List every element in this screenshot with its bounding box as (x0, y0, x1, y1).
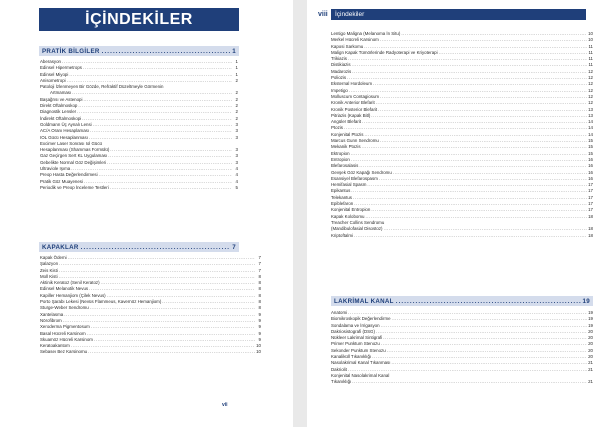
toc-entry-page: 20 (588, 328, 593, 334)
toc-list-kapaklar (40, 255, 261, 356)
toc-entry-page: 7 (258, 267, 261, 273)
toc-list-pratik-bilgiler (40, 59, 238, 191)
toc-entry-text: Direkt Oftalmoskop (40, 103, 78, 109)
toc-entry-text: Mekanik Ptozis (331, 144, 361, 150)
toc-entry-text: Esansiyel Blefarospasm (331, 175, 378, 181)
toc-entry-text: Xantelasma (40, 311, 64, 317)
toc-list-lakrimal-kanal (331, 310, 593, 386)
toc-entry-text: Angüler Blefarit (331, 119, 362, 125)
toc-entry-page: 3 (235, 128, 238, 134)
toc-entry-page: 11 (588, 49, 593, 55)
toc-entry-text: Kapiller Hemanjiom (Çilek Nevus) (40, 292, 106, 298)
toc-entry-text: Konjenital Entropion (331, 207, 371, 213)
toc-list-kapaklar-continued (331, 31, 593, 239)
toc-entry-page: 8 (258, 273, 261, 279)
toc-entry-page: 17 (588, 207, 593, 213)
toc-entry-page: 8 (258, 305, 261, 311)
toc-entry-page: 3 (235, 134, 238, 140)
toc-entry-text: Gebelikte Normal Göz Değişimleri (40, 159, 107, 165)
toc-entry-page: 21 (588, 360, 593, 366)
toc-entry-text: Ptozis (331, 125, 343, 131)
toc-entry-page: 14 (588, 131, 593, 137)
toc-entry-text: Moll Kisti (40, 273, 58, 279)
toc-entry-text: Aktinik Keratoz (Senil Keratoz) (40, 280, 100, 286)
toc-entry-text: Madarozis (331, 68, 352, 74)
toc-entry-text: Anisometropi (40, 77, 66, 83)
toc-entry-page: 12 (588, 81, 593, 87)
section-page: 7 (232, 243, 236, 251)
toc-entry-text: AC/A Oranı Hesaplaması (40, 128, 90, 134)
section-header-kapaklar (39, 242, 239, 252)
toc-entry-page: 1 (235, 71, 238, 77)
toc-entry-text: Kapak Ödemi (40, 255, 67, 260)
toc-entry-page: 11 (588, 43, 593, 49)
toc-entry-page: 10 (256, 343, 261, 349)
contents-title: İÇİNDEKİLER (39, 8, 239, 31)
toc-entry-page: 21 (588, 379, 593, 385)
toc-entry-text: Kronik Posterior Blefarit (331, 106, 378, 112)
toc-entry-page: 17 (588, 182, 593, 188)
toc-entry-page: 8 (258, 292, 261, 298)
toc-entry-page: 4 (235, 166, 238, 172)
toc-entry-text: Primer Punktum Stenozu (331, 341, 380, 347)
toc-entry-text: Lentigo Maligna (Melanoma İn Situ) (331, 31, 401, 36)
toc-entry-page: 19 (588, 322, 593, 328)
toc-entry-page: 2 (235, 77, 238, 83)
toc-entry-page: 14 (588, 119, 593, 125)
toc-entry-text: Malign Kapak Tümörlerinde Radyoterapi ve Kriyoterapi (331, 49, 438, 55)
toc-entry-page: 20 (588, 347, 593, 353)
toc-entry-page: 2 (235, 109, 238, 115)
toc-entry-text: Dakriolit (331, 366, 347, 372)
toc-entry-text: Sturge-Weber Sendromu (40, 305, 89, 311)
toc-entry-text: Tıkanıklığı (331, 379, 352, 385)
toc-entry-page: 4 (235, 172, 238, 178)
toc-entry-text: Entropion (331, 156, 350, 162)
toc-entry-text: Anatomi (331, 310, 348, 315)
toc-entry-page: 11 (588, 62, 593, 68)
toc-entry-page: 20 (588, 354, 593, 360)
toc-entry-text: İndirekt Oftalmoskopi (40, 115, 82, 121)
dot-leader (354, 233, 587, 239)
toc-entry-page: 14 (588, 125, 593, 131)
toc-entry-text: Konjenital Nasolakrimal Kanal (331, 372, 390, 378)
toc-entry-text: Nükleer Lakrimal Sintigrafi (331, 335, 383, 341)
toc-entry-text: Keratoakantom (40, 343, 70, 349)
toc-entry-text: Dakriosistografi (DSG) (331, 328, 375, 334)
toc-entry-page: 2 (235, 90, 238, 96)
toc-entry-text: Edinsel Miyopi (40, 71, 69, 77)
dot-leader (365, 214, 587, 220)
toc-entry-page: 20 (588, 341, 593, 347)
dot-leader (89, 135, 232, 141)
toc-entry-text: Patoloji İzlenmeyen Bir Gözde, Refraktif Düzeltmeyle Görmenin (40, 84, 164, 90)
toc-entry-page: 8 (258, 280, 261, 286)
toc-entry-page: 9 (258, 330, 261, 336)
toc-entry-text: Preop Hasta Değerlendirmesi (40, 172, 98, 178)
toc-entry-text: Kriptoftalmi (331, 232, 353, 238)
toc-entry-page: 12 (588, 68, 593, 74)
toc-entry-text: Eksternal Hordoleum (331, 81, 372, 87)
toc-entry-page: 2 (235, 96, 238, 102)
toc-entry-text: Goldmann Üç Aynalı Lensi (40, 121, 92, 127)
toc-entry-text: Gevşek Göz Kapağı Sendromu (331, 169, 392, 175)
left-page (0, 0, 293, 427)
toc-entry-text: Pitriazis (Kapak Bitl) (331, 112, 371, 118)
toc-entry-text: Treacher Collins Sendromu (331, 219, 385, 225)
toc-entry-page: 12 (588, 100, 593, 106)
toc-entry-text: Periodik ve Preop İnceleme Testleri (40, 184, 109, 190)
toc-entry-text: Ektropion (331, 150, 350, 156)
toc-entry-page: 16 (588, 163, 593, 169)
page-number-roman: viii (318, 11, 328, 18)
toc-entry-text: Basal Hücreli Karsinom (40, 330, 86, 336)
toc-entry-text: Zeis Kisti (40, 267, 58, 273)
toc-entry-page: 10 (256, 349, 261, 355)
right-page (307, 0, 600, 427)
toc-entry-text: Edinsel Hipermetrops (40, 65, 82, 71)
toc-entry-page: 21 (588, 366, 593, 372)
toc-entry-page: 8 (258, 286, 261, 292)
dot-leader (88, 349, 255, 355)
toc-entry-text: Marcus Gunn Sendromu (331, 138, 379, 144)
toc-entry-page: 17 (588, 194, 593, 200)
toc-entry-text: Kronik Anterior Blefarit (331, 100, 375, 106)
toc-entry[interactable] (40, 349, 261, 355)
toc-entry-text: Excimer Laser Sonrası Iol Gücü (40, 140, 102, 146)
toc-entry-text: Molluscum Contagiosum (331, 93, 380, 99)
toc-entry-text: Poliozis (331, 75, 347, 81)
toc-entry-page: 12 (588, 87, 593, 93)
toc-entry-text: Nasolakrimal Kanal Tıkanması (331, 360, 391, 366)
toc-entry-text: Impetigo (331, 87, 348, 93)
toc-entry-text: Edinsel Melanotik Nevus (40, 286, 89, 292)
toc-entry-text: Nörofibrom (40, 317, 62, 323)
toc-entry-page: 9 (258, 336, 261, 342)
toc-entry-text: Sekonder Punktum Stenozu (331, 347, 386, 353)
toc-entry-page: 20 (588, 335, 593, 341)
toc-entry-page: 16 (588, 156, 593, 162)
toc-entry-text: Epikantus (331, 188, 351, 194)
toc-entry[interactable] (331, 379, 593, 385)
dot-leader (110, 185, 232, 191)
toc-entry-page: 1 (235, 59, 238, 64)
toc-entry-text: Biomikroskopik Değerlendirme (331, 316, 391, 322)
toc-entry-text: Hesaplanması (Shammas Formülü) (40, 147, 110, 153)
toc-entry-text: Şalazyon (40, 261, 59, 267)
toc-entry-page: 15 (588, 138, 593, 144)
toc-entry-page: 18 (588, 232, 593, 238)
running-header: İçindekiler (331, 9, 586, 20)
toc-entry-page: 4 (235, 178, 238, 184)
toc-entry-page: 5 (235, 184, 238, 190)
section-title: LAKRİMAL KANAL (334, 297, 394, 305)
toc-entry-page: 18 (588, 226, 593, 232)
toc-entry-text: Gaz Geçirgen Sert KL Uygulaması (40, 153, 108, 159)
toc-entry-page: 7 (258, 261, 261, 267)
toc-entry-text: Başağrısı ve Astenopi (40, 96, 83, 102)
toc-entry[interactable] (331, 233, 593, 239)
toc-entry-text: Konjenital Ptozis (331, 131, 364, 137)
toc-entry-text: Merkel Hücreli Karsinom (331, 37, 379, 43)
toc-entry-page: 19 (588, 316, 593, 322)
toc-entry-text: Ultraviole Işıma (40, 166, 71, 172)
toc-entry-page: 13 (588, 106, 593, 112)
section-title: KAPAKLAR (42, 243, 79, 251)
toc-entry-text: Distikiazis (331, 62, 351, 68)
toc-entry-page: 15 (588, 150, 593, 156)
toc-entry-text: Xeroderma Pigmentosum (40, 324, 90, 330)
toc-entry-page: 19 (588, 310, 593, 315)
toc-entry-page: 1 (235, 65, 238, 71)
toc-entry-page: 2 (235, 103, 238, 109)
toc-entry-text: (Mandibulofasial Disostoz) (331, 226, 383, 232)
toc-entry-page: 12 (588, 75, 593, 81)
toc-entry-text: Artmaması (50, 90, 72, 96)
toc-entry-text: Sondalama ve İrrigasyon (331, 322, 380, 328)
toc-entry-page: 3 (235, 153, 238, 159)
toc-entry-text: Kanaliküll Tıkanıklığı (331, 354, 372, 360)
section-title: PRATİK BİLGİLER (42, 47, 100, 55)
toc-entry-page: 9 (258, 311, 261, 317)
toc-entry-page: 18 (588, 213, 593, 219)
toc-entry-text: Diagnostik Lensler (40, 109, 77, 115)
toc-entry-text: Trikiazis (331, 56, 347, 62)
toc-entry-page: 15 (588, 144, 593, 150)
toc-entry-page: 3 (235, 147, 238, 153)
toc-entry-page: 7 (258, 255, 261, 260)
page-number-folio: vii (222, 402, 228, 408)
toc-entry-text: Epiblefaron (331, 201, 354, 207)
dot-leader (352, 379, 587, 385)
toc-entry-page: 12 (588, 93, 593, 99)
toc-entry-page: 3 (235, 159, 238, 165)
section-header-lakrimal-kanal (331, 296, 593, 306)
toc-entry-text: IOL Gücü Hesaplanması (40, 134, 88, 140)
toc-entry-text: Kapak Kolobomu (331, 213, 365, 219)
section-page: 19 (582, 297, 590, 305)
toc-entry-text: Skuamöz Hücreli Karsinom (40, 336, 93, 342)
toc-entry-page: 10 (588, 31, 593, 36)
toc-entry-page: 17 (588, 201, 593, 207)
toc-entry-text: Sebaseı Bez Karsinomu (40, 349, 88, 355)
toc-entry-text: Telekantus (331, 194, 352, 200)
toc-entry-text: Pratik Göz Muayenesi (40, 178, 83, 184)
toc-entry-page: 16 (588, 169, 593, 175)
toc-entry-page: 9 (258, 324, 261, 330)
toc-entry-text: Blefarosalasis (331, 163, 359, 169)
toc-entry-text: Hemifasial Spasm (331, 182, 367, 188)
toc-entry-page: 16 (588, 175, 593, 181)
toc-entry-page: 9 (258, 317, 261, 323)
toc-entry-text: Kaposi Sarkomu (331, 43, 364, 49)
toc-entry-text: Aberasyon (40, 59, 61, 64)
toc-entry-page: 8 (258, 299, 261, 305)
toc-entry-page: 10 (588, 37, 593, 43)
toc-entry[interactable] (40, 185, 238, 191)
toc-entry-page: 13 (588, 112, 593, 118)
toc-entry-page: 17 (588, 188, 593, 194)
toc-entry-page: 11 (588, 56, 593, 62)
toc-entry-page: 2 (235, 115, 238, 121)
section-page: 1 (232, 47, 236, 55)
toc-entry-page: 3 (235, 121, 238, 127)
section-header-pratik-bilgiler (39, 46, 239, 56)
toc-entry-text: Porto Şarabı Lekesi (Nevüs Flammeus, Kavernöz Hemanjiom) (40, 299, 162, 305)
